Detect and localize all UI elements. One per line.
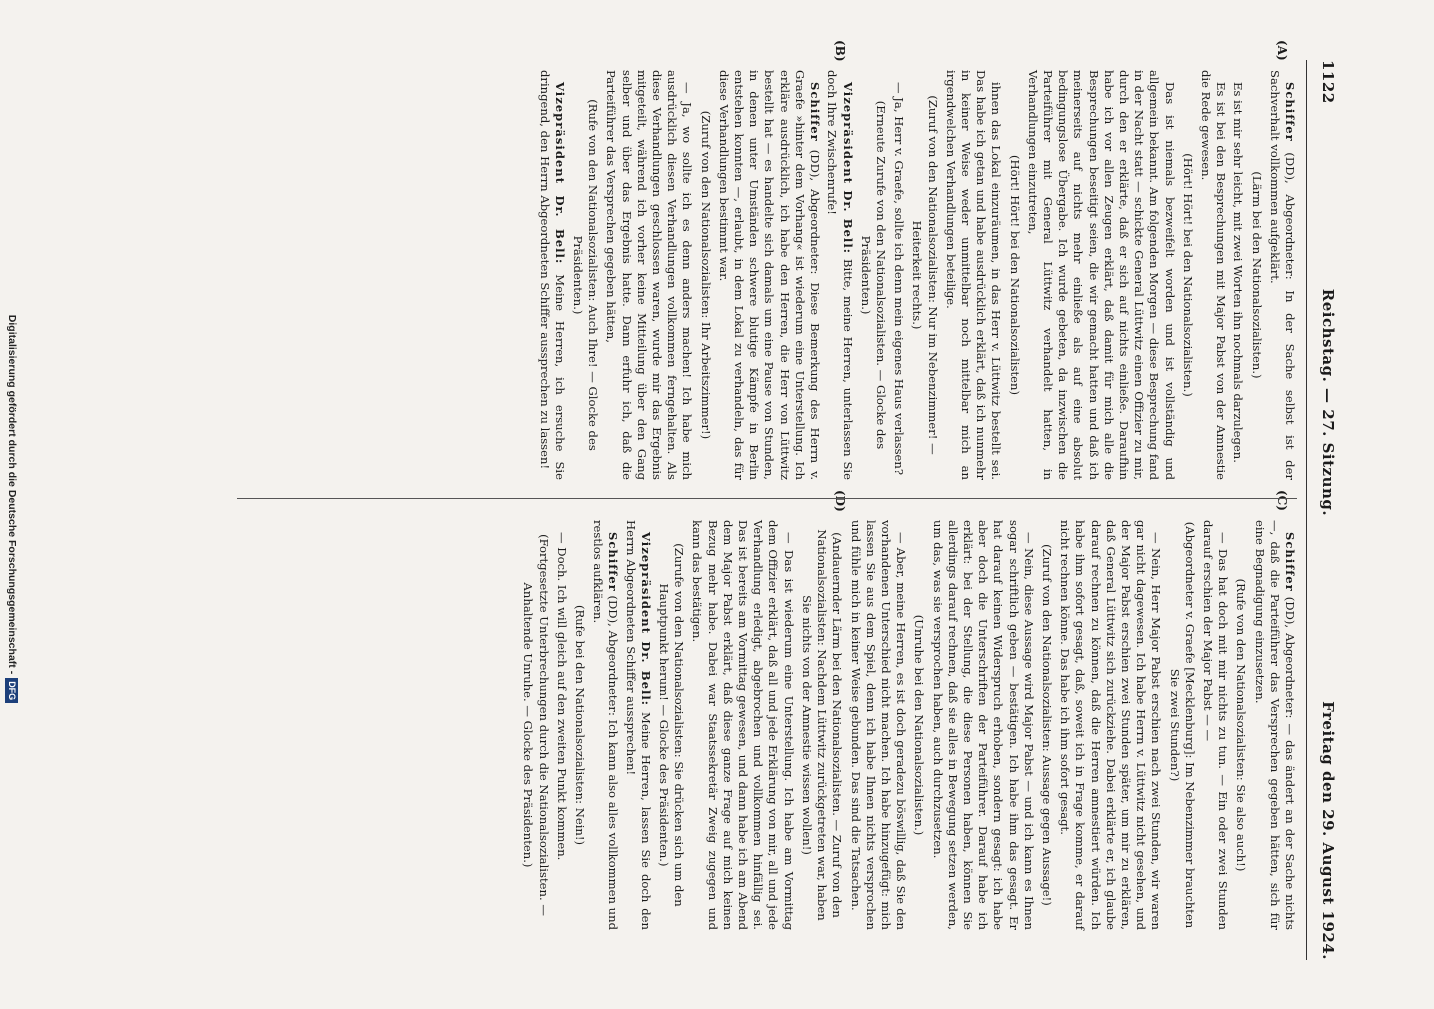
body-paragraph [943,70,1004,480]
interjection-note [1248,70,1263,480]
body-paragraph [554,520,569,930]
speech-paragraph [1251,520,1297,930]
interjection-note [570,70,600,480]
speech-paragraph [590,520,620,930]
speech-text: (DD), Abgeordneter: In der Sache selbst ist der Sachverhalt vollkommen aufgeklärt. [1267,70,1297,480]
speech-text: Meine Herren, lassen Sie doch den Herrn Abgeordneten Schiffer aussprechen! [623,520,653,930]
note-text: (Unruhe bei den Nationalsozialisten.) [912,614,927,836]
body-paragraph [1198,70,1228,480]
note-text: (Rufe von den Nationalsozialisten: Auch Ihre! — Glocke des Präsidenten.) [571,99,601,451]
speech-paragraph [536,70,566,480]
interjection-note [656,520,686,930]
credit-text: Digitalisierung gefördert durch die Deutsche Forschungsgemeinschaft - [6,314,18,675]
interjection-note [799,520,845,930]
note-text: (Abgeordneter v. Graefe [Mecklenburg]: Im Nebenzimmer brauchten Sie zwei Stunden?) [1167,521,1197,929]
speech-paragraph [824,70,854,480]
note-text: (Hört! Hört! bei den Nationalsozialisten) [1007,155,1022,395]
margin-mark-c: (C) [1275,490,1289,511]
interjection-note [909,70,939,480]
interjection-note [1180,70,1195,480]
document-page [67,0,1434,1000]
note-text: (Fortgesetzte Unterbrechungen durch die Nationalsozialisten. — Anhaltende Unruhe. — Glocke des Präsidenten.) [521,534,551,916]
speech-text: Bitte, meine Herren, unterlassen Sie doch Ihre Zwischenrufe! [825,70,855,480]
body-paragraph [1025,70,1177,480]
speaker-name: Schiffer [808,82,823,142]
note-text: (Zurufe von den Nationalsozialisten: Sie drücken sich um den Hauptpunkt herum! — Glocke des Präsidenten.) [657,543,687,907]
paragraph-text: Es ist mir sehr leicht, mit zwei Worten ihn nochmals darzulegen. [1231,82,1246,463]
speech-text: (DD), Abgeordneter: — das ändert an der Sache nichts —, daß die Parteiführer das Versprechen gegeben hätten, sich für eine Begnadigung einzusetzen. [1252,520,1297,930]
digitization-credit [3,9,21,1009]
page-header [1306,60,1337,960]
note-text: (Zuruf von den Nationalsozialisten: Ihr Arbeitszimmer!) [698,110,713,440]
paragraph-text: — Ja, wo sollte ich es denn anders machen! Ich habe mich ausdrücklich diesen Verhandlungen vollkommen ferngehalten. Als diese Verhandlungen geschlossen waren, wurde mir das Ergebnis mitgeteilt, während ich vorher keine Mitteilung über den Gang selber und über das Ergebnis hatte. Dann erfuhr ich, daß die Parteiführer das Versprechen gegeben hätten, [604,70,695,480]
paragraph-text: Das ist niemals bezweifelt worden und ist vollständig und allgemein bekannt. Am folgenden Morgen — diese Besprechung fand in der Nacht statt — schickte General Lüttwitz einen Offizier zu mir, durch den er erklärte, daß er sich auf nichts einließe. Daraufhin habe ich vor allen Zeugen erklärt, daß damit für mich alle die Besprechungen beseitigt seien, die wir gemacht hatten und daß ich meinerseits auf nichts mehr einließe als auf eine absolut bedingungslose Übergabe. Ich wurde gebeten, da inzwischen die Parteiführer mit General Lüttwitz verhandelt hatten, in Verhandlungen einzutreten, [1025,70,1177,480]
body-paragraph [1230,70,1245,480]
paragraph-text: — Das hat doch mit mir nichts zu tun. — Ein oder zwei Stunden darauf erschien der Major Pabst — — [1200,520,1231,930]
speaker-name: Schiffer [1283,82,1297,142]
body-paragraph [603,70,694,480]
paragraph-text: — Das ist wiederum eine Unterstellung. Ich habe am Vormittag dem Offizier erklärt, daß all und jede Erklärung von mir, all und jede Verhandlung erledigt, abgebrochen und vollkommen hinfällig sei. Das ist bereits am Vormittag gewesen, und dann habe ich am Abend dem Major Pabst erklärt, daß diese ganze Frage auf mich keinen Bezug mehr habe. Dabei war Staatssekretär Zweig zugegen und kann das bestätigen. [690,520,796,930]
note-text: (Zuruf von den Nationalsozialisten: Aussage gegen Aussage!) [1039,544,1054,906]
note-text: (Andauernder Lärm bei den Nationalsozialisten. — Zuruf von den Nationalsozialisten: Nachdem Lüttwitz zurückgetreten war, haben Sie nichts von der Amnestie wissen wollen!) [799,529,845,921]
header-date: Freitag den 29. August 1924. [1319,701,1337,960]
note-text: (Zuruf von den Nationalsozialisten: Nur im Nebenzimmer! — Heiterkeit rechts.) [910,95,940,455]
note-text: (Hört! Hört! bei den Nationalsozialisten.) [1180,153,1195,397]
paragraph-text: Es ist bei den Besprechungen mit Major Pabst von der Amnestie die Rede gewesen. [1198,70,1229,480]
note-text: (Lärm bei den Nationalsozialisten.) [1249,171,1264,379]
margin-mark-d: (D) [833,490,847,512]
interjection-note [1233,520,1248,930]
speaker-name: Vizepräsident Dr. Bell: [552,82,567,265]
interjection-note [697,70,712,480]
paragraph-text: — Ja, Herr v. Graefe, sollte ich denn mein eigenes Haus verlassen? [892,82,907,476]
interjection-note [1166,520,1196,930]
body-paragraph [929,520,1035,930]
paragraph-text: — Doch. Ich will gleich auf den zweiten Punkt kommen. [554,532,569,861]
speech-text: (DD), Abgeordneter: Ich kann also alles vollkommen und restlos aufklären. [591,520,621,930]
margin-mark-b: (B) [833,40,847,62]
body-paragraph [847,520,908,930]
note-text: (Rufe bei den Nationalsozialisten: Nein!) [573,604,588,846]
column-divider [237,498,1297,499]
body-paragraph [1057,520,1163,930]
speech-paragraph [716,70,822,480]
speaker-name: Schiffer [606,532,621,592]
paragraph-text: ihnen das Lokal einzuräumen, in das Herr v. Lüttwitz bestellt sei. Das habe ich getan und habe ausdrücklich erklärt, daß ich nunmehr in keiner Weise weder unmittelbar noch mittelbar mich an irgendwelchen Verhandlungen beteilige. [943,70,1004,480]
interjection-note [520,520,550,930]
speaker-name: Schiffer [1283,532,1297,592]
paragraph-text: — Aber, meine Herren, es ist doch geradezu böswillig, daß Sie den vorhandenen Unterschied nicht machen. Ich habe hinzugefügt: mich lassen Sie aus dem Spiel, denn ich habe Ihnen nichts versprochen und fühle mich in keiner Weise gebunden. Das sind die Tatsachen. [848,520,909,930]
interjection-note [858,70,888,480]
interjection-note [1039,520,1054,930]
interjection-note [1006,70,1021,480]
speech-paragraph [622,520,652,930]
interjection-note [911,520,926,930]
speech-paragraph [1267,70,1297,480]
header-session: Reichstag. — 27. Sitzung. [1319,288,1337,517]
body-paragraph [689,520,795,930]
interjection-note [572,520,587,930]
paragraph-text: — Nein, diese Aussage wird Major Pabst — und ich kann es Ihnen sogar schriftlich geben — bestätigen. Ich habe ihm das gesagt. Er hat darauf keinen Widerspruch erhoben, sondern gesagt: ich habe aber doch die Unterschriften der Parteiführer. Darauf habe ich erklärt: bei der Stellung, die diese Personen haben, können Sie allerdings darauf rechnen, daß sie alles in Bewegung setzen werden, um das, was sie versprochen haben, auch durchzusetzen. [930,520,1036,930]
speech-text: (DD), Abgeordneter: Diese Bemerkung des Herrn v. Graefe »hinter dem Vorhang« ist wiederum eine Unterstellung. Ich erkläre ausdrücklich, ich habe den Herren, die Herr von Lüttwitz bestellt hat — es handelte sich damals um eine Pause von Stunden, in denen unter Umständen schwere blutige Kämpfe in Berlin entstehen konnten —, erlaubt, in dem Lokal zu verhandeln, das für diese Verhandlungen bestimmt war. [716,70,823,481]
left-column [534,70,1297,480]
note-text: (Erneute Zurufe von den Nationalsozialisten. — Glocke des Präsidenten.) [858,100,888,450]
speaker-name: Vizepräsident Dr. Bell: [638,532,653,707]
body-paragraph [891,70,906,480]
margin-mark-a: (A) [1275,40,1289,61]
body-paragraph [1200,520,1230,930]
speech-text: Meine Herren, ich ersuche Sie dringend, den Herrn Abgeordneten Schiffer aussprechen zu lassen! [537,70,567,481]
paragraph-text: — Nein, Herr Major Pabst erschien nach zwei Stunden, wir waren gar nicht dagewesen. Ich habe Herrn v. Lüttwitz nicht gesehen, und der Major Pabst erschien zwei Stunden später, um mir zu erklären, daß General Lüttwitz sich zurückziehe. Dabei erklärte er, ich glaube darauf rechnen zu können, daß die Herren amnestiert würden. Ich habe ihm sofort gesagt, daß, soweit ich in Frage komme, er darauf nicht rechnen könne. Das habe ich ihm sofort gesagt. [1058,520,1164,930]
page-number: 1122 [1319,60,1337,104]
note-text: (Rufe von den Nationalsozialisten: Sie also auch!) [1234,578,1249,872]
dfg-logo-icon: DFG [5,678,18,703]
right-column [517,520,1297,930]
speaker-name: Vizepräsident Dr. Bell: [840,82,855,255]
